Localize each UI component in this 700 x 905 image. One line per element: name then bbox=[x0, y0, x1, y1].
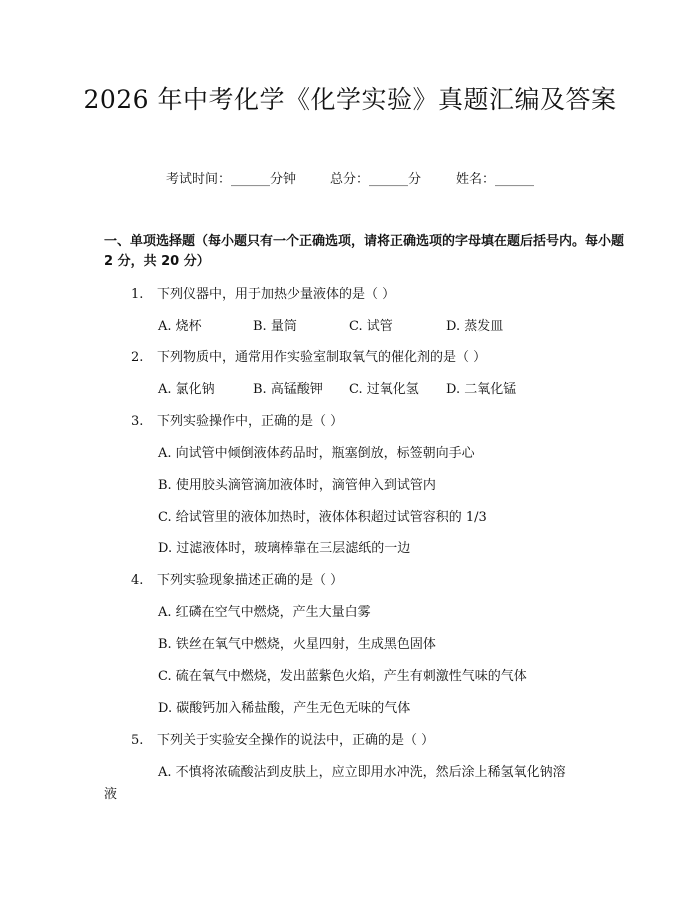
q3-option-c: C. 给试管里的液体加热时，液体体积超过试管容积的 1/3 bbox=[158, 510, 487, 525]
q3-option-d: D. 过滤液体时，玻璃棒靠在三层滤纸的一边 bbox=[158, 541, 411, 556]
question-number: 3. bbox=[131, 414, 144, 429]
q4-option-c: C. 硫在氧气中燃烧，发出蓝紫色火焰，产生有刺激性气味的气体 bbox=[158, 669, 527, 684]
q4-option-d: D. 碳酸钙加入稀盐酸，产生无色无味的气体 bbox=[158, 701, 411, 716]
q1-option-b: B. 量筒 bbox=[253, 319, 297, 334]
question-stem: 下列关于实验安全操作的说法中，正确的是（ ） bbox=[157, 733, 435, 748]
question-stem: 下列仪器中，用于加热少量液体的是（ ） bbox=[157, 287, 396, 302]
question-number: 2. bbox=[131, 350, 144, 365]
total-score-field: 总分：______分 bbox=[330, 172, 422, 187]
student-name-field: 姓名：______ bbox=[456, 172, 535, 187]
question-4 bbox=[131, 569, 343, 588]
question-5 bbox=[131, 729, 434, 748]
question-number: 4. bbox=[131, 573, 144, 588]
question-number: 5. bbox=[131, 733, 144, 748]
q4-option-b: B. 铁丝在氧气中燃烧，火星四射，生成黑色固体 bbox=[158, 637, 436, 652]
q5-option-a: A. 不慎将浓硫酸沾到皮肤上，应立即用水冲洗，然后涂上稀氢氧化钠溶 bbox=[158, 765, 566, 780]
q1-option-a: A. 烧杯 bbox=[158, 319, 202, 334]
q2-option-b: B. 高锰酸钾 bbox=[253, 382, 323, 397]
q2-option-c: C. 过氧化氢 bbox=[349, 382, 419, 397]
q1-option-d: D. 蒸发皿 bbox=[446, 319, 504, 334]
page-title: 2026 年中考化学《化学实验》真题汇编及答案 bbox=[83, 85, 617, 114]
exam-meta bbox=[0, 168, 700, 190]
question-3 bbox=[131, 410, 343, 429]
q1-option-c: C. 试管 bbox=[349, 319, 393, 334]
q3-option-b: B. 使用胶头滴管滴加液体时，滴管伸入到试管内 bbox=[158, 478, 436, 493]
q3-option-a: A. 向试管中倾倒液体药品时，瓶塞倒放，标签朝向手心 bbox=[158, 446, 475, 461]
question-stem: 下列实验现象描述正确的是（ ） bbox=[157, 573, 344, 588]
question-2 bbox=[131, 346, 486, 365]
question-stem: 下列物质中，通常用作实验室制取氧气的催化剂的是（ ） bbox=[157, 350, 487, 365]
q2-option-a: A. 氯化钠 bbox=[158, 382, 215, 397]
q4-option-a: A. 红磷在空气中燃烧，产生大量白雾 bbox=[158, 605, 371, 620]
q5-option-a-continued: 液 bbox=[104, 787, 118, 802]
section-heading: 一、单项选择题（每小题只有一个正确选项，请将正确选项的字母填在题后括号内。每小题 2 分，共 20 分） bbox=[104, 234, 625, 269]
question-stem: 下列实验操作中，正确的是（ ） bbox=[157, 414, 344, 429]
question-1 bbox=[131, 283, 395, 302]
q2-option-d: D. 二氧化锰 bbox=[446, 382, 517, 397]
exam-time-field: 考试时间：______分钟 bbox=[166, 172, 297, 187]
question-number: 1. bbox=[131, 287, 144, 302]
